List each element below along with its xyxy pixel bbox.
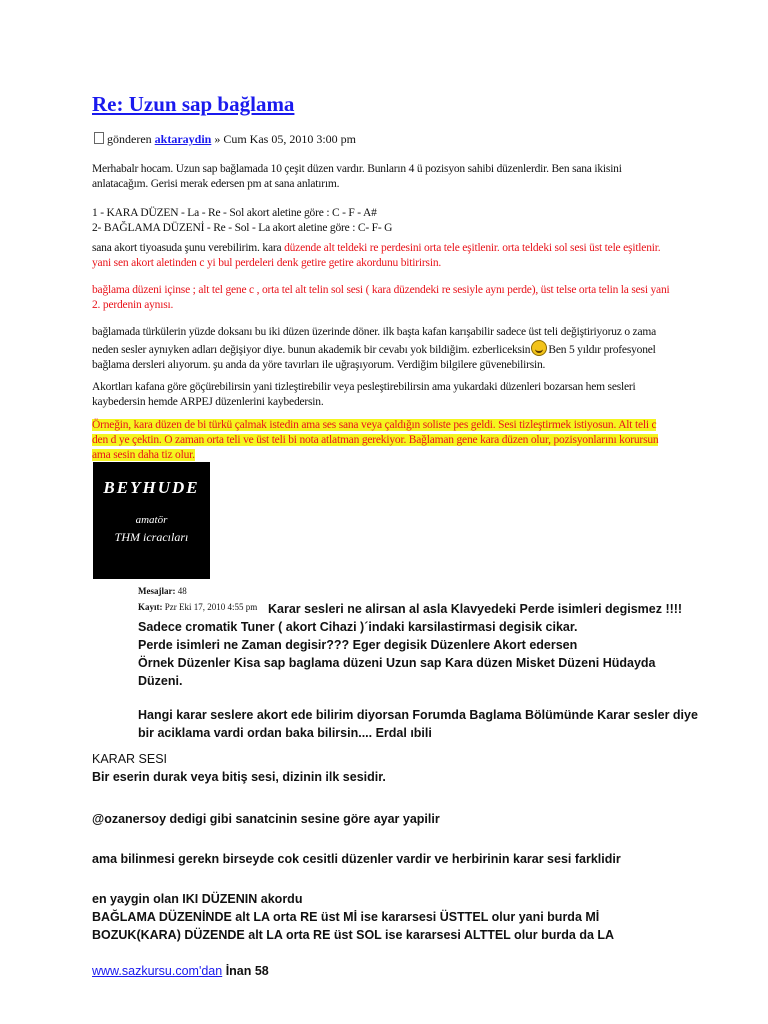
paragraph-baglama-tuning: bağlama düzeni içinse ; alt tel gene c , orta tel alt telin sol sesi ( kara düzendeki re sesiyle aynı perde), üst telse orta telin la sesi yani 2. perdenin aynısı. bbox=[92, 284, 670, 311]
smiley-icon bbox=[531, 340, 547, 356]
general-text-a: bağlamada türkülerin yüzde doksanı bu iki düzen üzerinde döner. ilk başta kafan karışabilir sadece üst teli değiştiriyoruz o zama neden sesler aynıyken adları değişiyor diye. bunun akademik bir cevabı yok bildiğim. ezberliceksin bbox=[92, 326, 657, 356]
post-date: » Cum Kas 05, 2010 3:00 pm bbox=[214, 132, 357, 146]
source-line bbox=[92, 962, 269, 980]
tuning-item-baglama: 2- BAĞLAMA DÜZENİ - Re - Sol - La akort aletine göre : C- F- G bbox=[92, 222, 393, 234]
karar-sesi-definition: Bir eserin durak veya bitiş sesi, dizinin ilk sesidir. bbox=[92, 770, 386, 784]
comment-line-tunings: ama bilinmesi gerekn birseyde cok cesitli düzenler vardir ve herbirinin karar sesi farklidir bbox=[92, 852, 621, 866]
paragraph-intro: Merhabalr hocam. Uzun sap bağlamada 10 çeşit düzen vardır. Bunların 4 ü pozisyon sahibi düzenlerdir. Ben sana ikisini anlatacağım. Gerisi merak edersen pm at sana anlatırım. bbox=[92, 163, 622, 190]
source-author: İnan 58 bbox=[222, 964, 269, 978]
general-text-b: Ben 5 yıldır profesyonel bağlama dersleri alıyorum. şu anda da yöre tavırları ile uğraşıyorum. Verdiğim bilgilere güvenebilirsin. bbox=[92, 344, 656, 371]
document-icon bbox=[94, 132, 104, 144]
tip-text-red: düzende alt teldeki re perdesini orta tele eşitlenir. orta teldeki sol sesi üst tele eşitlenir. yani sen akort aletinden c yi bul perdeleri denk getire getire akordunu bitirirsin. bbox=[92, 242, 661, 269]
comment-line-bozuk: BOZUK(KARA) DÜZENDE alt LA orta RE üst SOL ise kararsesi ALTTEL olur burda da LA bbox=[92, 928, 615, 942]
avatar-subtitle: amatör bbox=[135, 514, 168, 526]
tip-text: sana akort tiyoasuda şunu verebilirim. kara bbox=[92, 242, 285, 254]
comment-line-baglama: BAĞLAMA DÜZENİNDE alt LA orta RE üst Mİ ise kararsesi ÜSTTEL olur yani burda Mİ bbox=[92, 910, 600, 924]
karar-sesi-heading: KARAR SESI bbox=[92, 752, 168, 766]
paragraph-general bbox=[92, 325, 674, 373]
user-post-count bbox=[138, 586, 187, 596]
avatar-caption: THM icracıları bbox=[114, 530, 189, 544]
avatar-logo-text: BEYHUDE bbox=[103, 478, 200, 497]
registration-value: Pzr Eki 17, 2010 4:55 pm bbox=[164, 602, 258, 612]
post-title[interactable]: Re: Uzun sap bağlama bbox=[92, 92, 295, 116]
signature-line-1: Karar sesleri ne alirsan al asla Klavyedeki Perde isimleri degismez !!!! bbox=[268, 602, 683, 616]
registration-label: Kayıt: bbox=[138, 602, 163, 612]
posts-label: Mesajlar: bbox=[138, 586, 176, 596]
signature-line-2: Sadece cromatik Tuner ( akort Cihazi )´indaki karsilastirmasi degisik cikar. bbox=[138, 620, 578, 634]
byline-prefix: gönderen bbox=[107, 132, 152, 146]
author-link[interactable]: aktaraydin bbox=[154, 132, 212, 146]
signature-line-4: Örnek Düzenler Kisa sap baglama düzeni Uzun sap Kara düzen Misket Düzeni Hüdayda Düzeni. bbox=[138, 656, 656, 688]
source-link[interactable]: www.sazkursu.com'dan bbox=[92, 964, 223, 978]
byline bbox=[94, 132, 356, 147]
comment-line-ozanersoy: @ozanersoy dedigi gibi sanatcinin sesine göre ayar yapilir bbox=[92, 812, 440, 826]
paragraph-tuning-tip bbox=[92, 241, 674, 271]
signature-line-5: Hangi karar seslere akort ede bilirim diyorsan Forumda Baglama Bölümünde Karar sesler diye bir aciklama vardi ordan baka bilirsin.... Erdal ıbili bbox=[138, 708, 698, 740]
highlighted-example: Örneğin, kara düzen de bi türkü çalmak istedin ama ses sana veya çaldığın soliste pes geldi. Sesi tizleştirmek istiyosun. Alt teli c den d ye çektin. O zaman orta teli ve üst teli bi nota atlatman gerekiyor. Bağlaman gene kara düzen olur, pozisyonlarını korursun ama sesin daha tiz olur. bbox=[92, 419, 659, 461]
avatar-image bbox=[93, 462, 210, 579]
signature-line-3: Perde isimleri ne Zaman degisir??? Eger degisik Düzenlere Akort edersen bbox=[138, 638, 578, 652]
user-registration bbox=[138, 602, 257, 612]
paragraph-transpose: Akortları kafana göre göçürebilirsin yani tizleştirebilir veya pesleştirebilirsin ama yukardaki düzenleri bozarsan hem sesleri kaybedersin hemde ARPEJ düzenlerini kaybedersin. bbox=[92, 381, 636, 408]
paragraph-example bbox=[92, 418, 674, 463]
comment-line-common: en yaygin olan IKI DÜZENIN akordu bbox=[92, 892, 303, 906]
posts-value: 48 bbox=[177, 586, 187, 596]
tuning-item-kara: 1 - KARA DÜZEN - La - Re - Sol akort aletine göre : C - F - A# bbox=[92, 207, 377, 219]
tuning-list bbox=[92, 206, 674, 236]
